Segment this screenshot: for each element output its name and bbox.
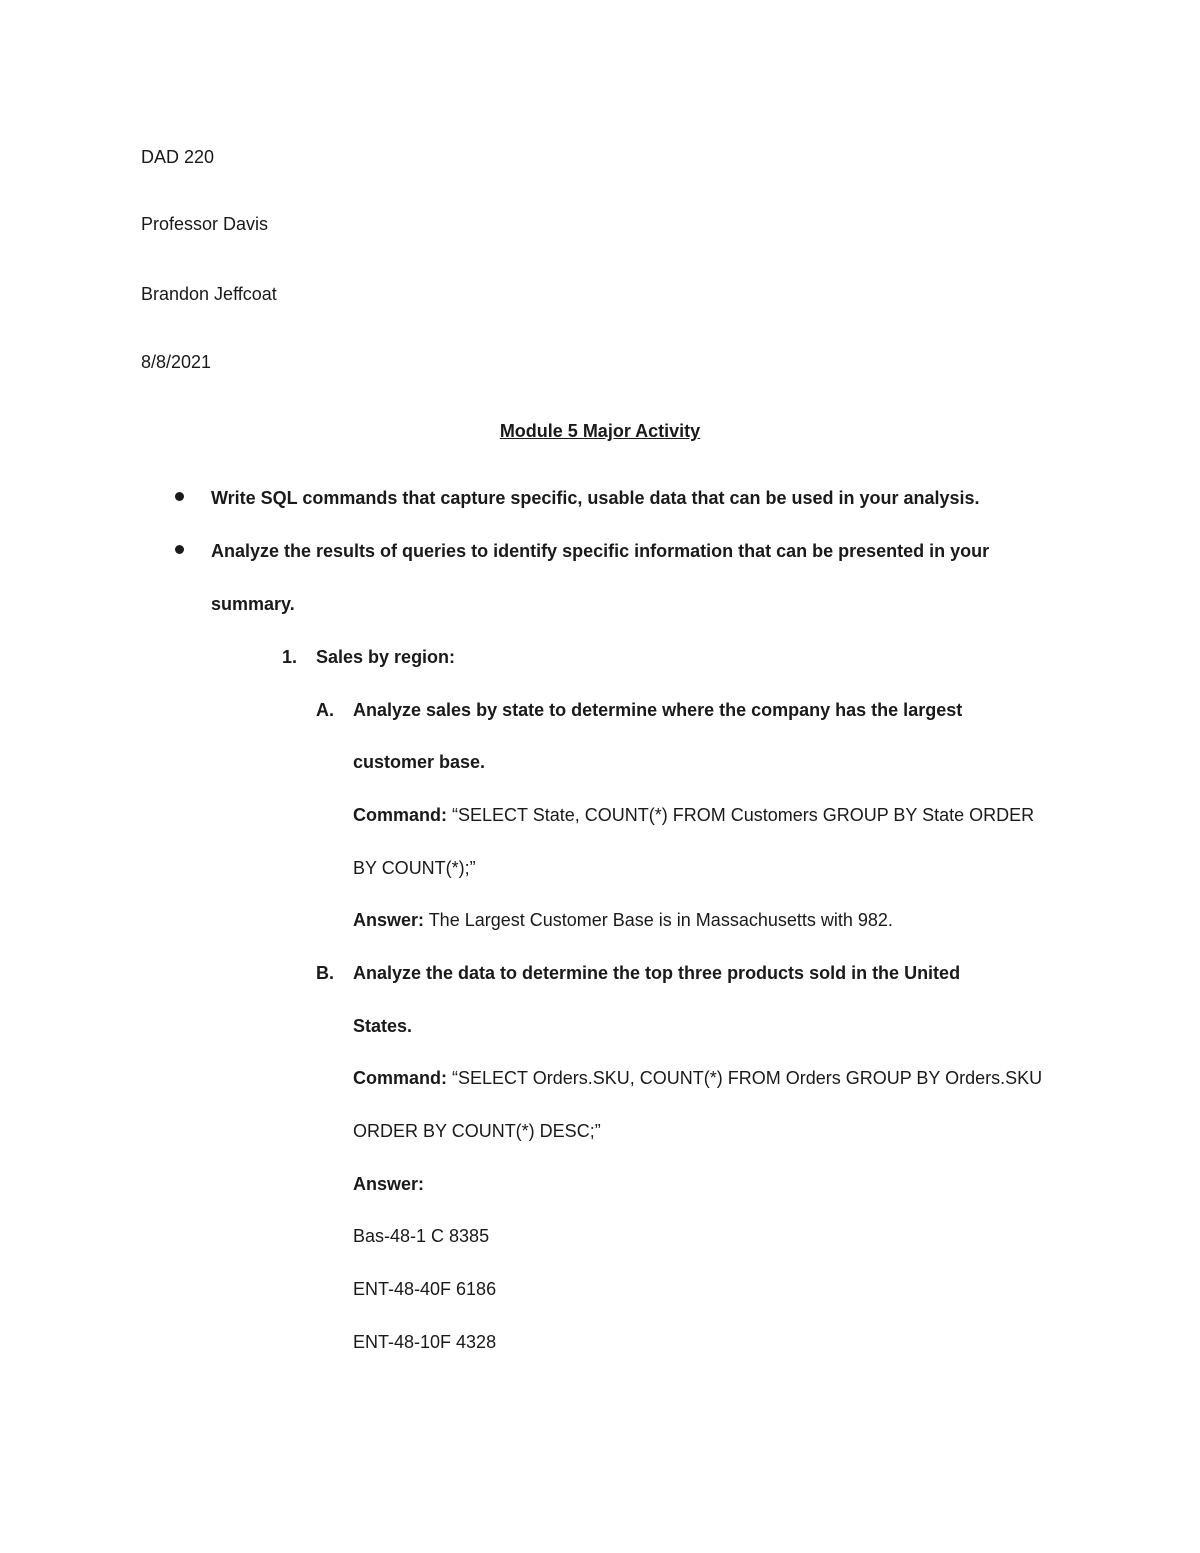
- item-a-command-line2: BY COUNT(*);”: [353, 858, 476, 878]
- command-label: Command:: [353, 805, 447, 825]
- item-a-prompt-line2: customer base.: [353, 752, 486, 772]
- bullet-1-text: Write SQL commands that capture specific, usable data that can be used in your analysis.: [211, 488, 980, 508]
- item-b-letter: B.: [316, 963, 334, 983]
- item-b-answer-label: Answer:: [353, 1174, 425, 1194]
- bullet-2-text-line2: summary.: [211, 594, 295, 614]
- bullet-icon: [175, 545, 184, 554]
- document-date: 8/8/2021: [141, 352, 212, 372]
- bullet-2-text-line1: Analyze the results of queries to identify specific information that can be presented in your: [211, 541, 990, 561]
- answer-label: Answer:: [353, 910, 425, 930]
- bullet-icon: [175, 492, 184, 501]
- item-b-prompt-line1: Analyze the data to determine the top three products sold in the United: [353, 963, 961, 983]
- professor-name: Professor Davis: [141, 214, 269, 234]
- section-number: 1.: [282, 647, 298, 667]
- item-b-command: [353, 1066, 1042, 1090]
- item-a-answer: [353, 908, 893, 932]
- item-b-command-line2: ORDER BY COUNT(*) DESC;”: [353, 1121, 601, 1141]
- answer-text: The Largest Customer Base is in Massachusetts with 982.: [424, 910, 893, 930]
- student-name: Brandon Jeffcoat: [141, 284, 277, 304]
- document-title: Module 5 Major Activity: [499, 421, 701, 441]
- item-b-prompt-line2: States.: [353, 1016, 413, 1036]
- section-heading: Sales by region:: [316, 647, 456, 667]
- item-a-letter: A.: [316, 700, 334, 720]
- answer-list-item: ENT-48-10F 4328: [353, 1332, 497, 1352]
- answer-list-item: Bas-48-1 C 8385: [353, 1226, 490, 1246]
- answer-list-item: ENT-48-40F 6186: [353, 1279, 497, 1299]
- command-text: “SELECT State, COUNT(*) FROM Customers GROUP BY State ORDER: [447, 805, 1035, 825]
- item-a-prompt-line1: Analyze sales by state to determine where the company has the largest: [353, 700, 963, 720]
- command-label: Command:: [353, 1068, 447, 1088]
- command-text: “SELECT Orders.SKU, COUNT(*) FROM Orders GROUP BY Orders.SKU: [447, 1068, 1043, 1088]
- course-code: DAD 220: [141, 147, 215, 167]
- item-a-command: [353, 803, 1034, 827]
